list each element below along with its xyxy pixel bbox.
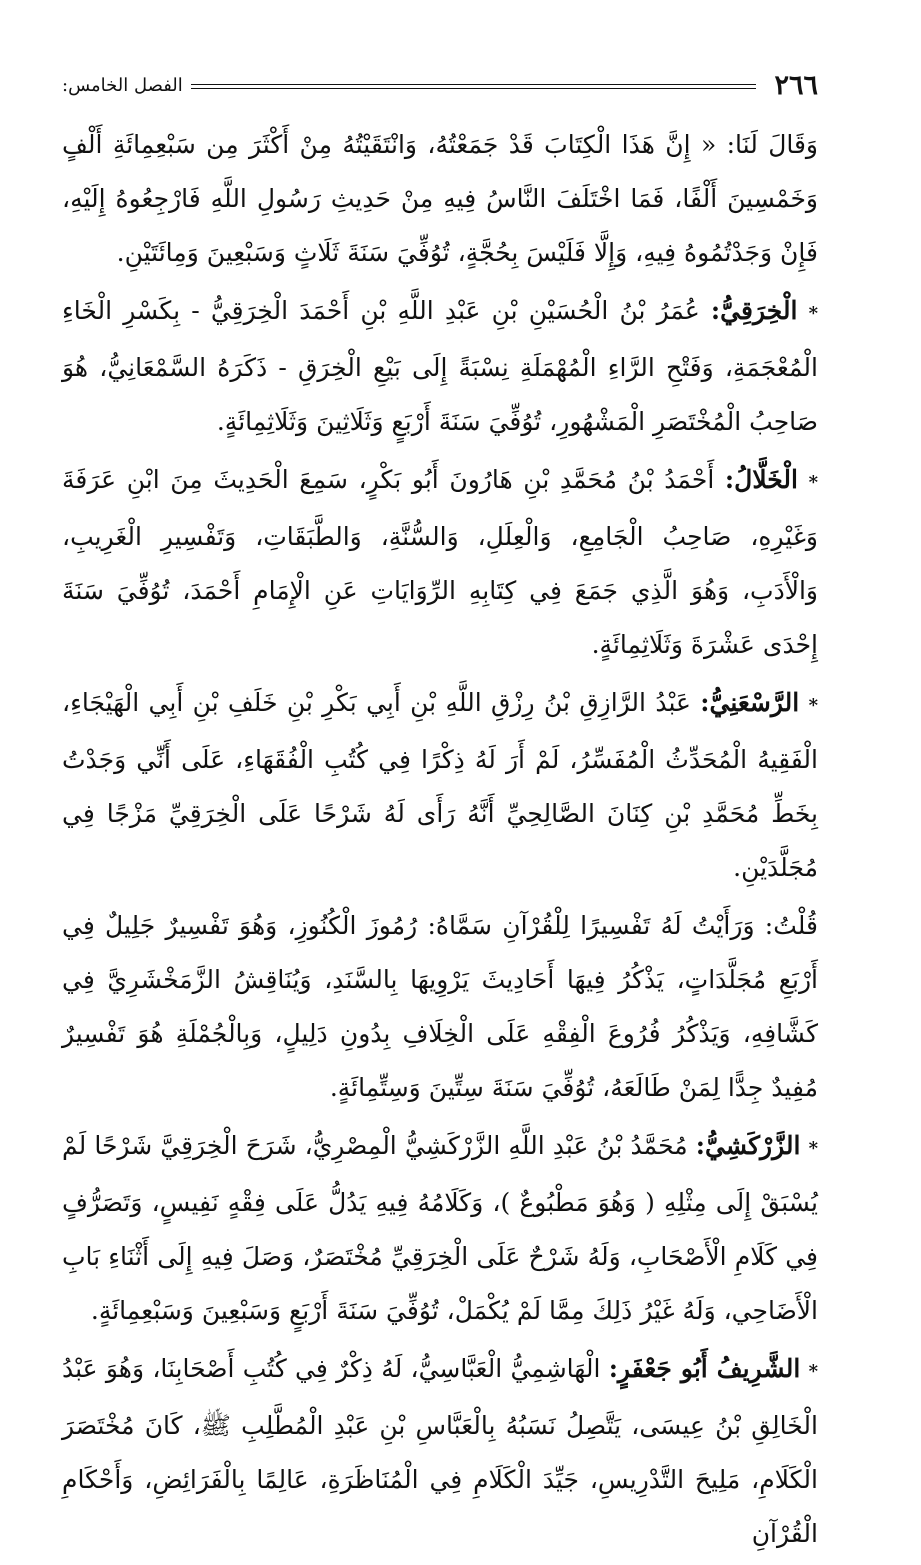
entry-rasani — [62, 676, 818, 895]
entry-name: الزَّرْكَشِيُّ: — [695, 1131, 801, 1160]
paragraph-text: وَقَالَ لَنَا: « إِنَّ هَذَا الْكِتَابَ قَدْ جَمَعْتُهُ، وَانْتَقَيْتُهُ مِنْ أَكْثَرَ مِن سَبْعِمِائَةِ أَلْفٍ وَخَمْسِينَ أَلْفًا، فَمَا اخْتَلَفَ النَّاسُ فِيهِ مِنْ حَدِيثِ رَسُولِ اللَّهِ فَارْجِعُوهُ إِلَيْهِ، فَإِنْ وَجَدْتُمُوهُ فِيهِ، وَإِلَّا فَلَيْسَ بِحُجَّةٍ، تُوُفِّيَ سَنَةَ ثَلَاثٍ وَسَبْعِينَ وَمِائَتَيْنِ. — [62, 130, 818, 267]
entry-name: الشَّرِيفُ أَبُو جَعْفَرٍ: — [608, 1354, 801, 1383]
paragraph-quote — [62, 118, 818, 280]
header-rule — [191, 84, 757, 89]
running-header — [62, 70, 818, 102]
entry-name: الْخِرَقِيُّ: — [710, 296, 798, 325]
entry-text: عَبْدُ الرَّازِقِ بْنُ رِزْقِ اللَّهِ بْنِ أَبِي بَكْرِ بْنِ خَلَفِ بْنِ أَبِي الْهَيْجَاءِ، الْفَقِيهُ الْمُحَدِّثُ الْمُفَسِّرُ، لَمْ أَرَ لَهُ ذِكْرًا فِي كُتُبِ الْفُقَهَاءِ، عَلَى أَنِّي وَجَدْتُ بِخَطِّ مُحَمَّدِ بْنِ كِنَانَ الصَّالِحِيِّ أَنَّهُ رَأَى لَهُ شَرْحًا عَلَى الْخِرَقِيِّ مَزْجًا فِي مُجَلَّدَيْنِ. — [62, 688, 818, 882]
entry-marker: * — [808, 303, 819, 324]
paragraph-text: قُلْتُ: وَرَأَيْتُ لَهُ تَفْسِيرًا لِلْقُرْآنِ سَمَّاهُ: رُمُوزَ الْكُنُوزِ، وَهُوَ تَفْسِيرٌ جَلِيلٌ فِي أَرْبَعِ مُجَلَّدَاتٍ، يَذْكُرُ فِيهَا أَحَادِيثَ يَرْوِيهَا بِالسَّنَدِ، وَيُنَاقِشُ الزَّمَخْشَرِيَّ فِي كَشَّافِهِ، وَيَذْكُرُ فُرُوعَ الْفِقْهِ عَلَى الْخِلَافِ بِدُونِ دَلِيلٍ، وَبِالْجُمْلَةِ هُوَ تَفْسِيرٌ مُفِيدٌ جِدًّا لِمَنْ طَالَعَهُ، تُوُفِّيَ سَنَةَ سِتِّينَ وَسِتِّمِائَةٍ. — [62, 911, 818, 1102]
entry-marker: * — [808, 1138, 818, 1159]
entry-text: مُحَمَّدُ بْنُ عَبْدِ اللَّهِ الزَّرْكَشِيُّ الْمِصْرِيُّ، شَرَحَ الْخِرَقِيَّ شَرْحًا لَمْ يُسْبَقْ إِلَى مِثْلِهِ ( وَهُوَ مَطْبُوعٌ )، وَكَلَامُهُ فِيهِ يَدُلُّ عَلَى فِقْهٍ نَفِيسٍ، وَتَصَرُّفٍ فِي كَلَامِ الْأَصْحَابِ، وَلَهُ شَرْحٌ عَلَى الْخِرَقِيِّ مُخْتَصَرٌ، وَصَلَ فِيهِ إِلَى أَثْنَاءِ بَابِ الْأَضَاحِي، وَلَهُ غَيْرُ ذَلِكَ مِمَّا لَمْ يُكْمَلْ، تُوُفِّيَ سَنَةَ أَرْبَعٍ وَسَبْعِينَ وَسَبْعِمِائَةٍ. — [62, 1131, 818, 1325]
entry-sharif-abu-jafar — [62, 1342, 818, 1561]
entry-text: أَحْمَدُ بْنُ مُحَمَّدِ بْنِ هَارُونَ أَبُو بَكْرٍ، سَمِعَ الْحَدِيثَ مِنَ ابْنِ عَرَفَةَ وَغَيْرِهِ، صَاحِبُ الْجَامِعِ، وَالْعِلَلِ، وَالسُّنَّةِ، وَالطَّبَقَاتِ، وَتَفْسِيرِ الْغَرِيبِ، وَالْأَدَبِ، وَهُوَ الَّذِي جَمَعَ فِي كِتَابِهِ الرِّوَايَاتِ عَنِ الْإِمَامِ أَحْمَدَ، تُوُفِّيَ سَنَةَ إِحْدَى عَشْرَةَ وَثَلَاثِمِائَةٍ. — [62, 465, 818, 659]
paragraph-note — [62, 899, 818, 1115]
entry-marker: * — [808, 695, 819, 716]
page-body — [62, 118, 818, 1565]
page-number: ٢٦٦ — [774, 70, 818, 101]
entry-name: الرَّسْعَنِيُّ: — [700, 688, 800, 717]
entry-marker: * — [808, 1361, 818, 1382]
chapter-title: الفصل الخامس: — [62, 75, 183, 96]
entry-zarkashi — [62, 1119, 818, 1338]
entry-text: عُمَرُ بْنُ الْحُسَيْنِ بْنِ عَبْدِ اللَّهِ بْنِ أَحْمَدَ الْخِرَقِيُّ - بِكَسْرِ الْخَاءِ الْمُعْجَمَةِ، وَفَتْحِ الرَّاءِ الْمُهْمَلَةِ نِسْبَةً إِلَى بَيْعِ الْخِرَقِ - ذَكَرَهُ السَّمْعَانِيُّ، هُوَ صَاحِبُ الْمُخْتَصَرِ الْمَشْهُورِ، تُوُفِّيَ سَنَةَ أَرْبَعٍ وَثَلَاثِينَ وَثَلَاثِمِائَةٍ. — [62, 296, 818, 436]
entry-name: الْخَلَّالُ: — [724, 465, 798, 494]
entry-text: الْهَاشِمِيُّ الْعَبَّاسِيُّ، لَهُ ذِكْرٌ فِي كُتُبِ أَصْحَابِنَا، وَهُوَ عَبْدُ الْخَالِقِ بْنُ عِيسَى، يَتَّصِلُ نَسَبُهُ بِالْعَبَّاسِ بْنِ عَبْدِ الْمُطَّلِبِ ﷺ، كَانَ مُخْتَصَرَ الْكَلَامِ، مَلِيحَ التَّدْرِيسِ، جَيِّدَ الْكَلَامِ فِي الْمُنَاظَرَةِ، عَالِمًا بِالْفَرَائِضِ، وَأَحْكَامِ الْقُرْآنِ — [62, 1354, 818, 1548]
entry-khallal — [62, 453, 818, 672]
entry-marker: * — [808, 472, 818, 493]
entry-khiraqi — [62, 284, 818, 449]
